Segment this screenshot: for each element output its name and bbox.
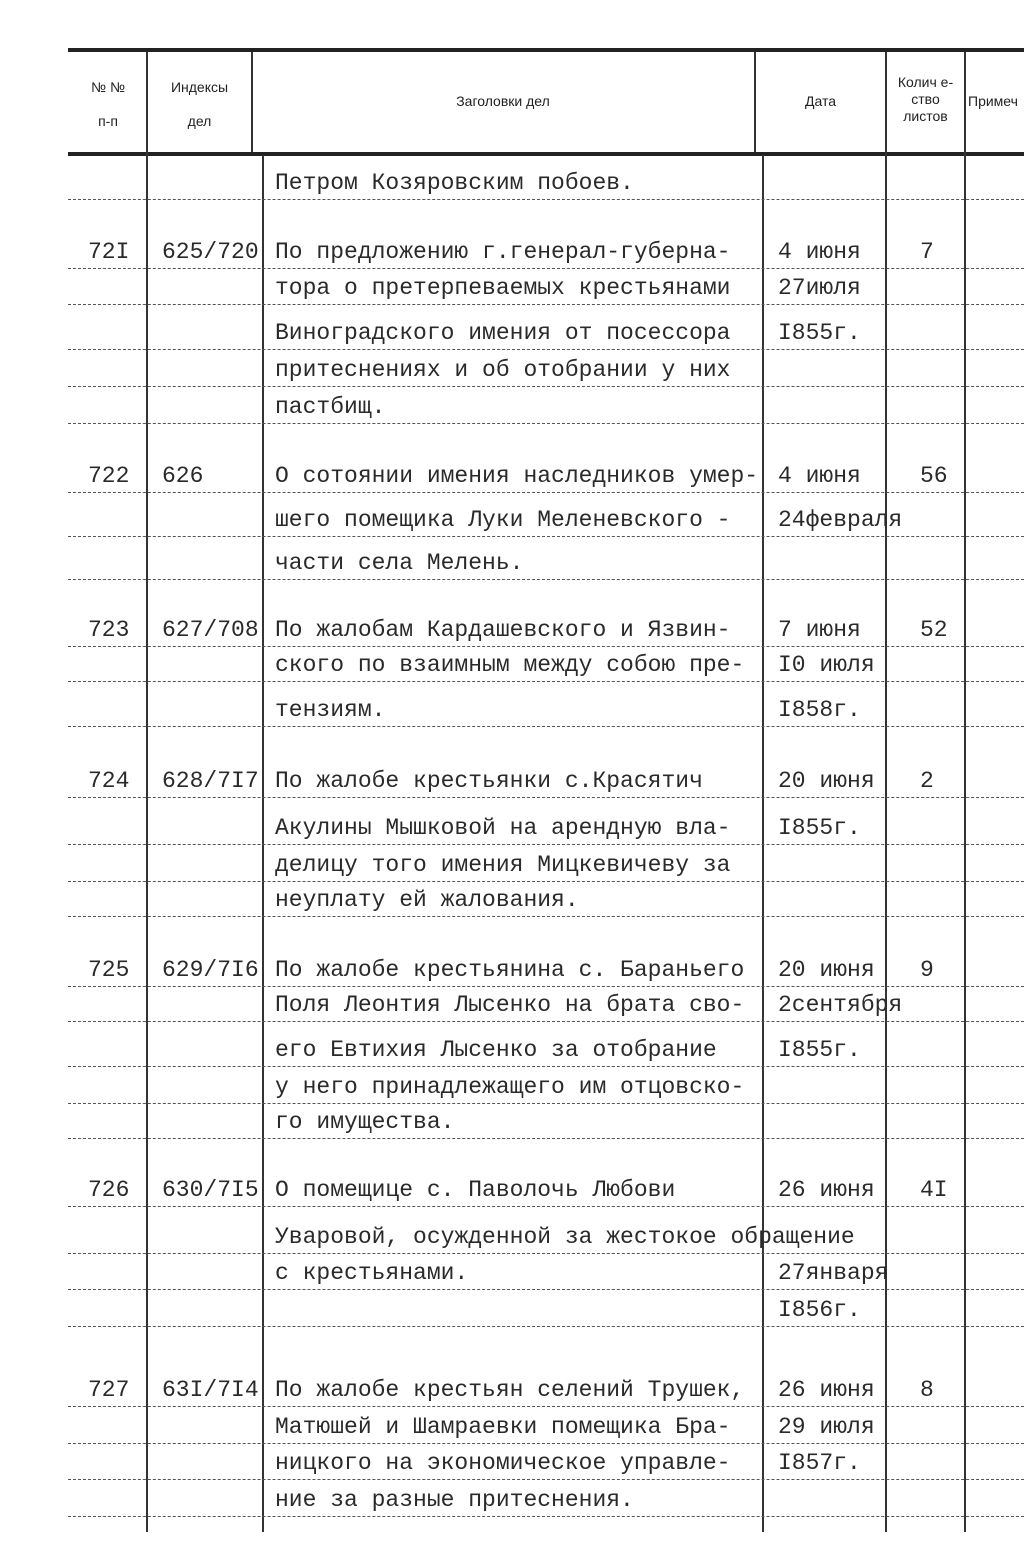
case-date-line: 20 июня xyxy=(778,768,875,794)
sheet-count: 52 xyxy=(920,617,948,643)
case-title-line: ницкого на экономическое управле- xyxy=(275,1450,731,1476)
case-title-line: го имущества. xyxy=(275,1109,455,1135)
sheet-count: 7 xyxy=(920,239,934,265)
header-sheets-line: Колич е- xyxy=(897,74,954,90)
ruled-line xyxy=(68,1516,1024,1517)
ruled-line xyxy=(68,579,1024,580)
ruled-line xyxy=(68,1021,1024,1022)
ruled-line xyxy=(68,304,1024,305)
case-date-line: 7 июня xyxy=(778,617,861,643)
ruled-line xyxy=(68,1066,1024,1067)
case-index: 625/720 xyxy=(162,239,259,265)
case-title-line: его Евтихия Лысенко за отобрание xyxy=(275,1037,717,1063)
case-date-line: 29 июля xyxy=(778,1414,875,1440)
header-num-line: п-п xyxy=(98,113,118,129)
case-date-line: 4 июня xyxy=(778,239,861,265)
case-title-line: притеснениях и об отобрании у них xyxy=(275,357,731,383)
case-title-line: О помещице с. Паволочь Любови xyxy=(275,1177,676,1203)
case-date-line: I855г. xyxy=(778,815,861,841)
case-index: 626 xyxy=(162,463,204,489)
ruled-line xyxy=(68,1253,1024,1254)
sheet-count: 4I xyxy=(920,1177,948,1203)
ruled-line xyxy=(68,646,1024,647)
case-title-line: с крестьянами. xyxy=(275,1260,469,1286)
case-title-line: тензиям. xyxy=(275,697,386,723)
ruled-line xyxy=(68,1138,1024,1139)
case-number: 72I xyxy=(88,239,130,265)
ruled-line xyxy=(68,268,1024,269)
case-title-line: По жалобе крестьян селений Трушек, xyxy=(275,1377,745,1403)
column-divider xyxy=(964,52,966,1532)
case-date-line: 24февраля xyxy=(778,507,903,533)
sheet-count: 2 xyxy=(920,768,934,794)
ruled-line xyxy=(68,1479,1024,1480)
case-date-line: I855г. xyxy=(778,320,861,346)
case-date-line: 20 июня xyxy=(778,957,875,983)
case-index: 63I/7I4 xyxy=(162,1377,259,1403)
header-date: Дата xyxy=(804,93,836,109)
ruled-line xyxy=(68,1443,1024,1444)
case-title-line: Уваровой, осужденной за жестокое обращение xyxy=(275,1224,855,1250)
case-number: 724 xyxy=(88,768,130,794)
ruled-line xyxy=(68,423,1024,424)
header-index-line: Индексы xyxy=(170,79,229,95)
case-number: 727 xyxy=(88,1377,130,1403)
case-title-line: ского по взаимным между собою пре- xyxy=(275,652,745,678)
case-title-line: ние за разные притеснения. xyxy=(275,1487,634,1513)
header-sheets-line: ство xyxy=(911,91,940,107)
case-date-line: I0 июля xyxy=(778,652,875,678)
case-date-line: I856г. xyxy=(778,1297,861,1323)
case-title-line: О сотоянии имения наследников умер- xyxy=(275,463,759,489)
case-title-line: По жалобе крестьянки с.Красятич xyxy=(275,768,703,794)
case-title-line: пастбищ. xyxy=(275,394,386,420)
case-title-line: делицу того имения Мицкевичеву за xyxy=(275,852,731,878)
sheet-count: 56 xyxy=(920,463,948,489)
ruled-line xyxy=(68,1206,1024,1207)
case-title-line: Виноградского имения от посессора xyxy=(275,320,731,346)
case-date-line: 26 июня xyxy=(778,1377,875,1403)
ruled-line xyxy=(68,492,1024,493)
case-number: 722 xyxy=(88,463,130,489)
ruled-line xyxy=(68,726,1024,727)
case-date-line: 4 июня xyxy=(778,463,861,489)
ruled-line xyxy=(68,1289,1024,1290)
ruled-line xyxy=(68,1103,1024,1104)
ruled-line xyxy=(68,916,1024,917)
case-title-line: Поля Леонтия Лысенко на брата сво- xyxy=(275,992,745,1018)
case-date-line: 27января xyxy=(778,1260,889,1286)
header-index xyxy=(148,78,251,130)
case-date-line: I857г. xyxy=(778,1450,861,1476)
case-title-line: тора о претерпеваемых крестьянами xyxy=(275,275,731,301)
ruled-line xyxy=(68,349,1024,350)
case-title-line: По жалобам Кардашевского и Язвин- xyxy=(275,617,731,643)
ruled-line xyxy=(68,1326,1024,1327)
case-title-line: части села Мелень. xyxy=(275,550,524,576)
ruled-line xyxy=(68,536,1024,537)
case-title-line: По жалобе крестьянина с. Бараньего xyxy=(275,957,745,983)
case-index: 630/7I5 xyxy=(162,1177,259,1203)
sheet-count: 9 xyxy=(920,957,934,983)
header-num-line: № № xyxy=(91,79,125,95)
case-date-line: 26 июня xyxy=(778,1177,875,1203)
header-num xyxy=(70,78,146,130)
case-index: 628/7I7 xyxy=(162,768,259,794)
ruled-line xyxy=(68,1406,1024,1407)
case-date-line: 27июля xyxy=(778,275,861,301)
case-date-line: I855г. xyxy=(778,1037,861,1063)
case-title-line: Акулины Мышковой на арендную вла- xyxy=(275,815,731,841)
header-title: Заголовки дел xyxy=(456,93,550,109)
case-title-line: Матюшей и Шамраевки помещика Бра- xyxy=(275,1414,731,1440)
case-index: 629/7I6 xyxy=(162,957,259,983)
case-date-line: I858г. xyxy=(778,697,861,723)
ruled-line xyxy=(68,881,1024,882)
ruled-line xyxy=(68,199,1024,200)
header-bottom-rule xyxy=(68,152,1024,156)
column-divider xyxy=(146,52,148,1532)
case-date-line: 2сентября xyxy=(778,992,903,1018)
sheet-count: 8 xyxy=(920,1377,934,1403)
case-title-line: неуплату ей жалования. xyxy=(275,887,579,913)
header-note: Примеч xyxy=(968,93,1018,109)
column-divider xyxy=(885,52,887,1532)
ruled-line xyxy=(68,844,1024,845)
case-title-line: Петром Козяровским побоев. xyxy=(275,170,634,196)
header-sheets-line: листов xyxy=(903,108,948,124)
header-sheets xyxy=(887,74,964,125)
case-title-line: у него принадлежащего им отцовско- xyxy=(275,1074,745,1100)
case-number: 725 xyxy=(88,957,130,983)
ruled-line xyxy=(68,797,1024,798)
case-index: 627/708 xyxy=(162,617,259,643)
case-number: 723 xyxy=(88,617,130,643)
table-top-rule xyxy=(68,48,1024,52)
ruled-line xyxy=(68,681,1024,682)
ruled-line xyxy=(68,386,1024,387)
case-title-line: По предложению г.генерал-губерна- xyxy=(275,239,731,265)
case-number: 726 xyxy=(88,1177,130,1203)
case-title-line: шего помещика Луки Меленевского - xyxy=(275,507,731,533)
header-index-line: дел xyxy=(187,113,212,129)
ruled-line xyxy=(68,986,1024,987)
